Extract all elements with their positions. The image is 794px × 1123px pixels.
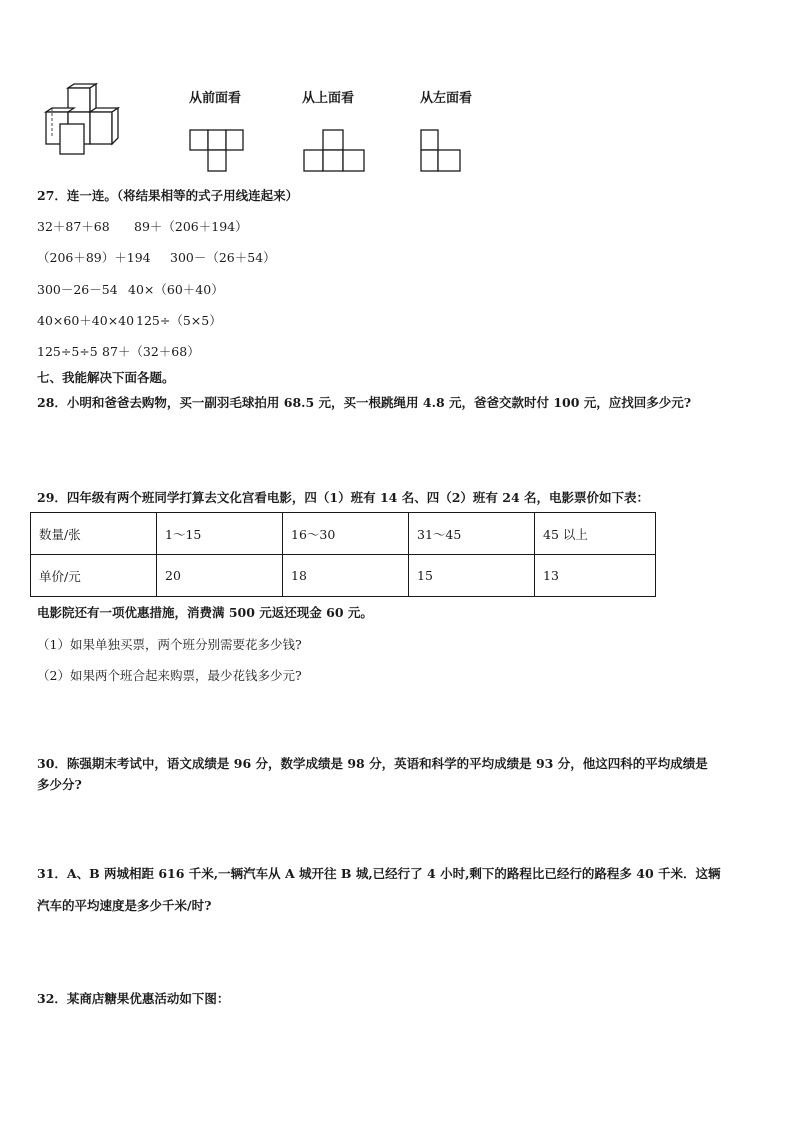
q27-row3-left: 300－26－54 [37,282,118,297]
table-row [31,555,656,597]
left-view-label: 从左面看 [420,91,473,106]
q31-line2: 汽车的平均速度是多少千米/时? [37,898,212,913]
q32-text: 32．某商店糖果优惠活动如下图： [37,991,230,1006]
q29-intro: 29．四年级有两个班同学打算去文化宫看电影，四（1）班有 14 名、四（2）班有 24 名，电影票价如下表： [37,490,649,505]
q27-title: 27．连一连。（将结果相等的式子用线连起来） [37,188,299,203]
table-cell: 20 [157,555,283,597]
q27-row5-right: 87＋（32＋68） [102,344,200,359]
table-row [31,513,656,555]
q27-row2-right: 300－（26＋54） [170,250,276,265]
section-7-heading: 七、我能解决下面各题。 [37,370,175,385]
table-cell: 15 [409,555,535,597]
q27-row1-right: 89＋（206＋194） [134,219,248,234]
table-cell: 单价/元 [31,555,157,597]
q30-line2: 多少分? [37,777,82,792]
table-cell: 16～30 [283,513,409,555]
q29-note: 电影院还有一项优惠措施，消费满 500 元返还现金 60 元。 [37,605,373,620]
q27-row3-right: 40×（60＋40） [128,282,224,297]
q27-row1-left: 32＋87＋68 [37,219,110,234]
ticket-price-table [30,512,656,597]
table-cell: 13 [535,555,656,597]
q29-sub1: （1）如果单独买票，两个班分别需要花多少钱? [37,637,302,652]
q31-line1: 31．A、B 两城相距 616 千米,一辆汽车从 A 城开往 B 城,已经行了 4 小时,剩下的路程比已经行的路程多 40 千米．这辆 [37,866,721,881]
left-view-figure [420,128,465,173]
front-view-label: 从前面看 [189,91,242,106]
table-cell: 45 以上 [535,513,656,555]
table-cell: 数量/张 [31,513,157,555]
front-view-figure [189,128,244,173]
top-view-label: 从上面看 [302,91,355,106]
table-cell: 1～15 [157,513,283,555]
q28-text: 28．小明和爸爸去购物，买一副羽毛球拍用 68.5 元，买一根跳绳用 4.8 元，爸爸交款时付 100 元，应找回多少元? [37,395,692,410]
q30-line1: 30．陈强期末考试中，语文成绩是 96 分，数学成绩是 98 分，英语和科学的平均成绩是 93 分，他这四科的平均成绩是 [37,756,708,771]
top-view-figure [303,128,368,173]
q27-row5-left: 125÷5÷5 [37,344,98,359]
table-cell: 18 [283,555,409,597]
q29-sub2: （2）如果两个班合起来购票，最少花钱多少元? [37,668,302,683]
q27-row4-left: 40×60＋40×40 [37,313,135,328]
q27-row4-right: 125÷（5×5） [136,313,222,328]
cube-stack-figure [40,84,135,159]
table-cell: 31～45 [409,513,535,555]
q27-row2-left: （206＋89）＋194 [37,250,151,265]
